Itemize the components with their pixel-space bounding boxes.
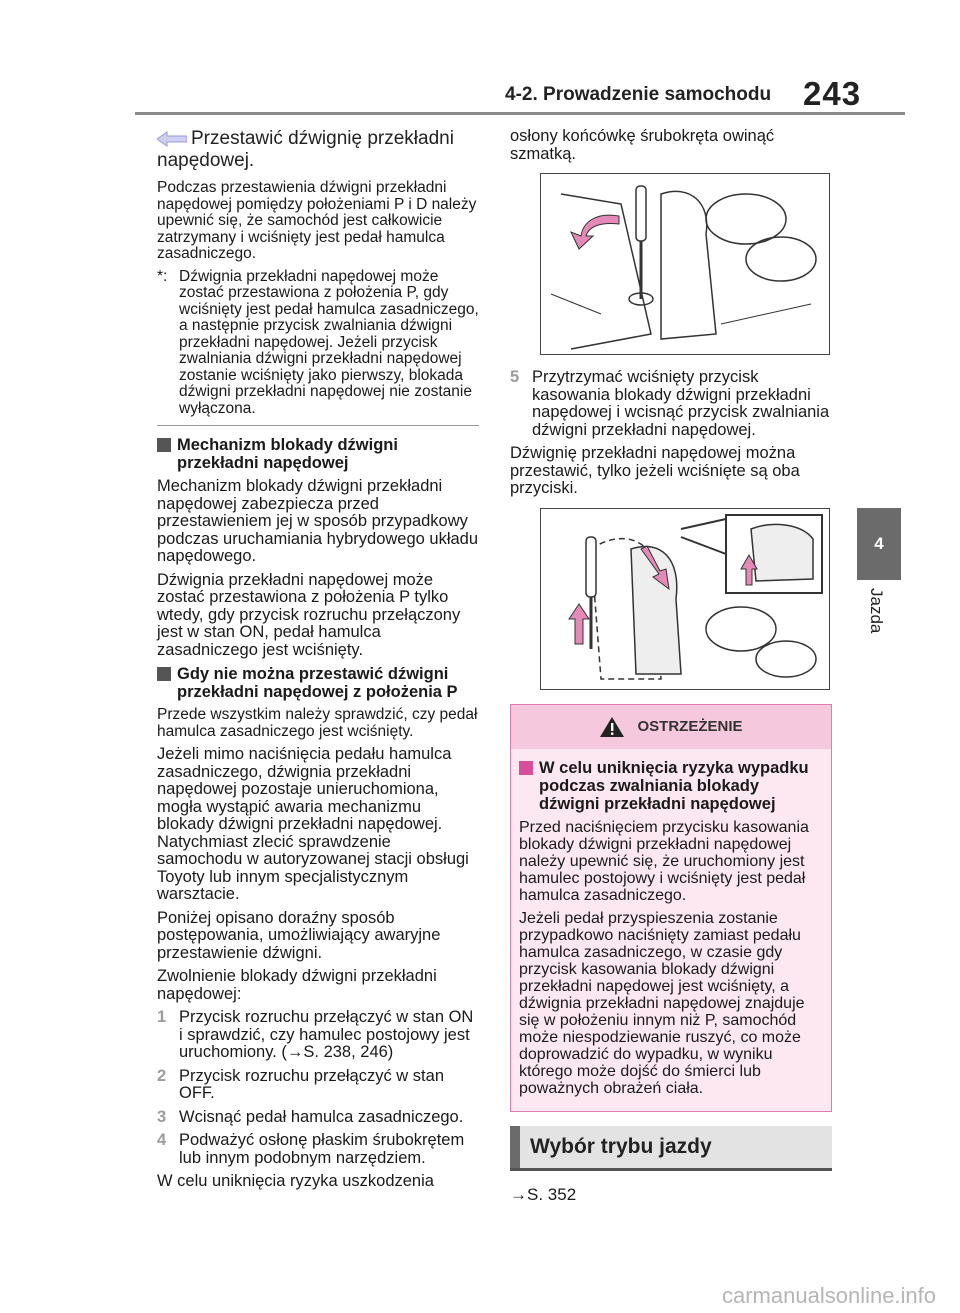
square-bullet-icon xyxy=(157,438,171,452)
section-title: 4-2. Prowadzenie samochodu xyxy=(505,84,772,105)
step-number: 5 xyxy=(510,368,520,386)
step-number: 1 xyxy=(157,1008,167,1026)
step-item xyxy=(157,1132,479,1167)
watermark: carmanualsonline.info xyxy=(722,1283,937,1308)
subtitle xyxy=(157,128,479,172)
chapter-label: Jazda xyxy=(867,588,886,634)
warning-header xyxy=(511,705,831,749)
warning-paragraph: Jeżeli pedał przyspieszenia zostanie przypadkowo naciśnięty zamiast pedału hamulca zasadniczego, w czasie gdy przycisk kasowania blokady dźwigni przekładni napędowej jest wciśnięty, a dźwignia przekładni napędowej znajduje się w położeniu innym niż P, samochód może niespodziewanie ruszyć, co może doprowadzić do wypadku, w wyniku którego może dojść do śmierci lub poważnych obrażeń ciała. xyxy=(519,909,805,1097)
step-item xyxy=(157,1068,479,1103)
section-heading-text: Gdy nie można przestawić dźwigni przekładni napędowej z położenia P xyxy=(177,665,458,701)
warning-heading xyxy=(519,759,823,813)
illustration-screwdriver-cover xyxy=(540,173,830,355)
header-rule xyxy=(135,112,905,115)
paragraph: Zwolnienie blokady dźwigni przekładni napędowej: xyxy=(157,967,437,1003)
square-bullet-icon xyxy=(157,667,171,681)
illustration-release-buttons xyxy=(540,508,830,690)
warning-title: OSTRZEŻENIE xyxy=(637,718,743,735)
step-number: 2 xyxy=(157,1066,167,1085)
footnote-text: Dźwignia przekładni napędowej może zostać przestawiona z położenia P, gdy wciśnięty jest pedał hamulca zasadniczego, a następnie przycisk zwalniania dźwigni przekładni napędowej. Jeżeli przycisk zwalniania dźwigni przekładni napędowej zostanie wciśnięty jako pierwszy, blokada dźwigni przekładni napędowej nie zostanie wyłączona. xyxy=(179,267,479,417)
warning-heading-text: W celu uniknięcia ryzyka wypadku podczas zwalniania blokady dźwigni przekładni napędowej xyxy=(539,758,809,813)
page-reference[interactable]: →S. 352 xyxy=(510,1184,577,1204)
right-column xyxy=(510,128,832,1205)
paragraph: Jeżeli mimo naciśnięcia pedału hamulca zasadniczego, dźwignia przekładni napędowej pozostaje unieruchomiona, mogła wystąpić awaria mechanizmu blokady dźwigni przekładni napędowej. Natychmiast zlecić sprawdzenie samochodu w autoryzowanej stacji obsługi Toyoty lub innym specjalistycznym warsztacie. xyxy=(157,745,469,903)
warning-body xyxy=(511,749,831,1111)
step-text: Przycisk rozruchu przełączyć w stan ON i sprawdzić, czy hamulec postojowy jest uruchomiony. (→S. 238, 246) xyxy=(179,1008,474,1061)
step-number: 4 xyxy=(157,1131,167,1149)
section-heading xyxy=(157,665,479,701)
step-text: Wcisnąć pedał hamulca zasadniczego. xyxy=(179,1107,464,1126)
subtitle-text: Przestawić dźwignię przekładni napędowej. xyxy=(157,128,454,171)
divider xyxy=(157,425,479,426)
footnote-mark: *: xyxy=(157,267,168,285)
paragraph: Poniżej opisano doraźny sposób postępowania, umożliwiający awaryjne przestawienie dźwigni. xyxy=(157,908,441,962)
step-text: Przycisk rozruchu przełączyć w stan OFF. xyxy=(179,1066,444,1102)
step-number: 3 xyxy=(157,1107,167,1126)
step-text: Przytrzymać wciśnięty przycisk kasowania blokady dźwigni przekładni napędowej i wcisnąć przycisk zwalniania dźwigni przekładni napędowej. xyxy=(532,368,830,439)
section-banner xyxy=(510,1126,832,1171)
footnote xyxy=(157,269,479,418)
step-item xyxy=(510,369,832,439)
section-heading xyxy=(157,436,479,472)
step-item xyxy=(157,1009,479,1062)
paragraph: Mechanizm blokady dźwigni przekładni napędowej zabezpiecza przed przestawieniem jej w sposób przypadkowy podczas uruchamiania hybrydowego układu napędowego. xyxy=(157,477,479,565)
banner-title: Wybór trybu jazdy xyxy=(530,1134,712,1158)
section-heading-text: Mechanizm blokady dźwigni przekładni napędowej xyxy=(177,436,398,472)
page-number: 243 xyxy=(803,75,862,112)
step-text: Podważyć osłonę płaskim śrubokrętem lub innym podobnym narzędziem. xyxy=(179,1131,465,1167)
warning-box xyxy=(510,704,832,1112)
shift-console-illustration xyxy=(541,174,829,354)
warning-triangle-icon xyxy=(599,716,625,738)
shift-release-illustration xyxy=(541,509,829,689)
paragraph: Przede wszystkim należy sprawdzić, czy pedał hamulca zasadniczego jest wciśnięty. xyxy=(157,706,478,740)
warning-paragraph: Przed naciśnięciem przycisku kasowania blokady dźwigni przekładni napędowej należy upewnić się, że uruchomiony jest hamulec postojowy i wciśnięty jest pedał hamulca zasadniczego. xyxy=(519,818,809,904)
chapter-tab: 4 xyxy=(857,508,901,580)
arrow-left-icon xyxy=(157,131,187,147)
square-bullet-icon xyxy=(519,761,533,775)
banner-bar xyxy=(510,1126,520,1168)
paragraph: Podczas przestawienia dźwigni przekładni napędowej pomiędzy położeniami P i D należy upewnić się, że samochód jest całkowicie zatrzymany i wciśnięty jest pedał hamulca zasadniczego. xyxy=(157,179,477,262)
left-column xyxy=(157,128,479,1197)
paragraph: osłony końcówkę śrubokręta owinąć szmatką. xyxy=(510,127,775,163)
step-item xyxy=(157,1109,479,1127)
page-header xyxy=(0,0,960,120)
paragraph: Dźwignia przekładni napędowej może zostać przestawiona z położenia P tylko wtedy, gdy przycisk rozruchu przełączony jest w stan ON, pedał hamulca zasadniczego jest wciśnięty. xyxy=(157,570,461,659)
paragraph: Dźwignię przekładni napędowej można przestawić, tylko jeżeli wciśnięte są oba przyciski. xyxy=(510,444,800,497)
paragraph: W celu uniknięcia ryzyka uszkodzenia xyxy=(157,1172,434,1190)
